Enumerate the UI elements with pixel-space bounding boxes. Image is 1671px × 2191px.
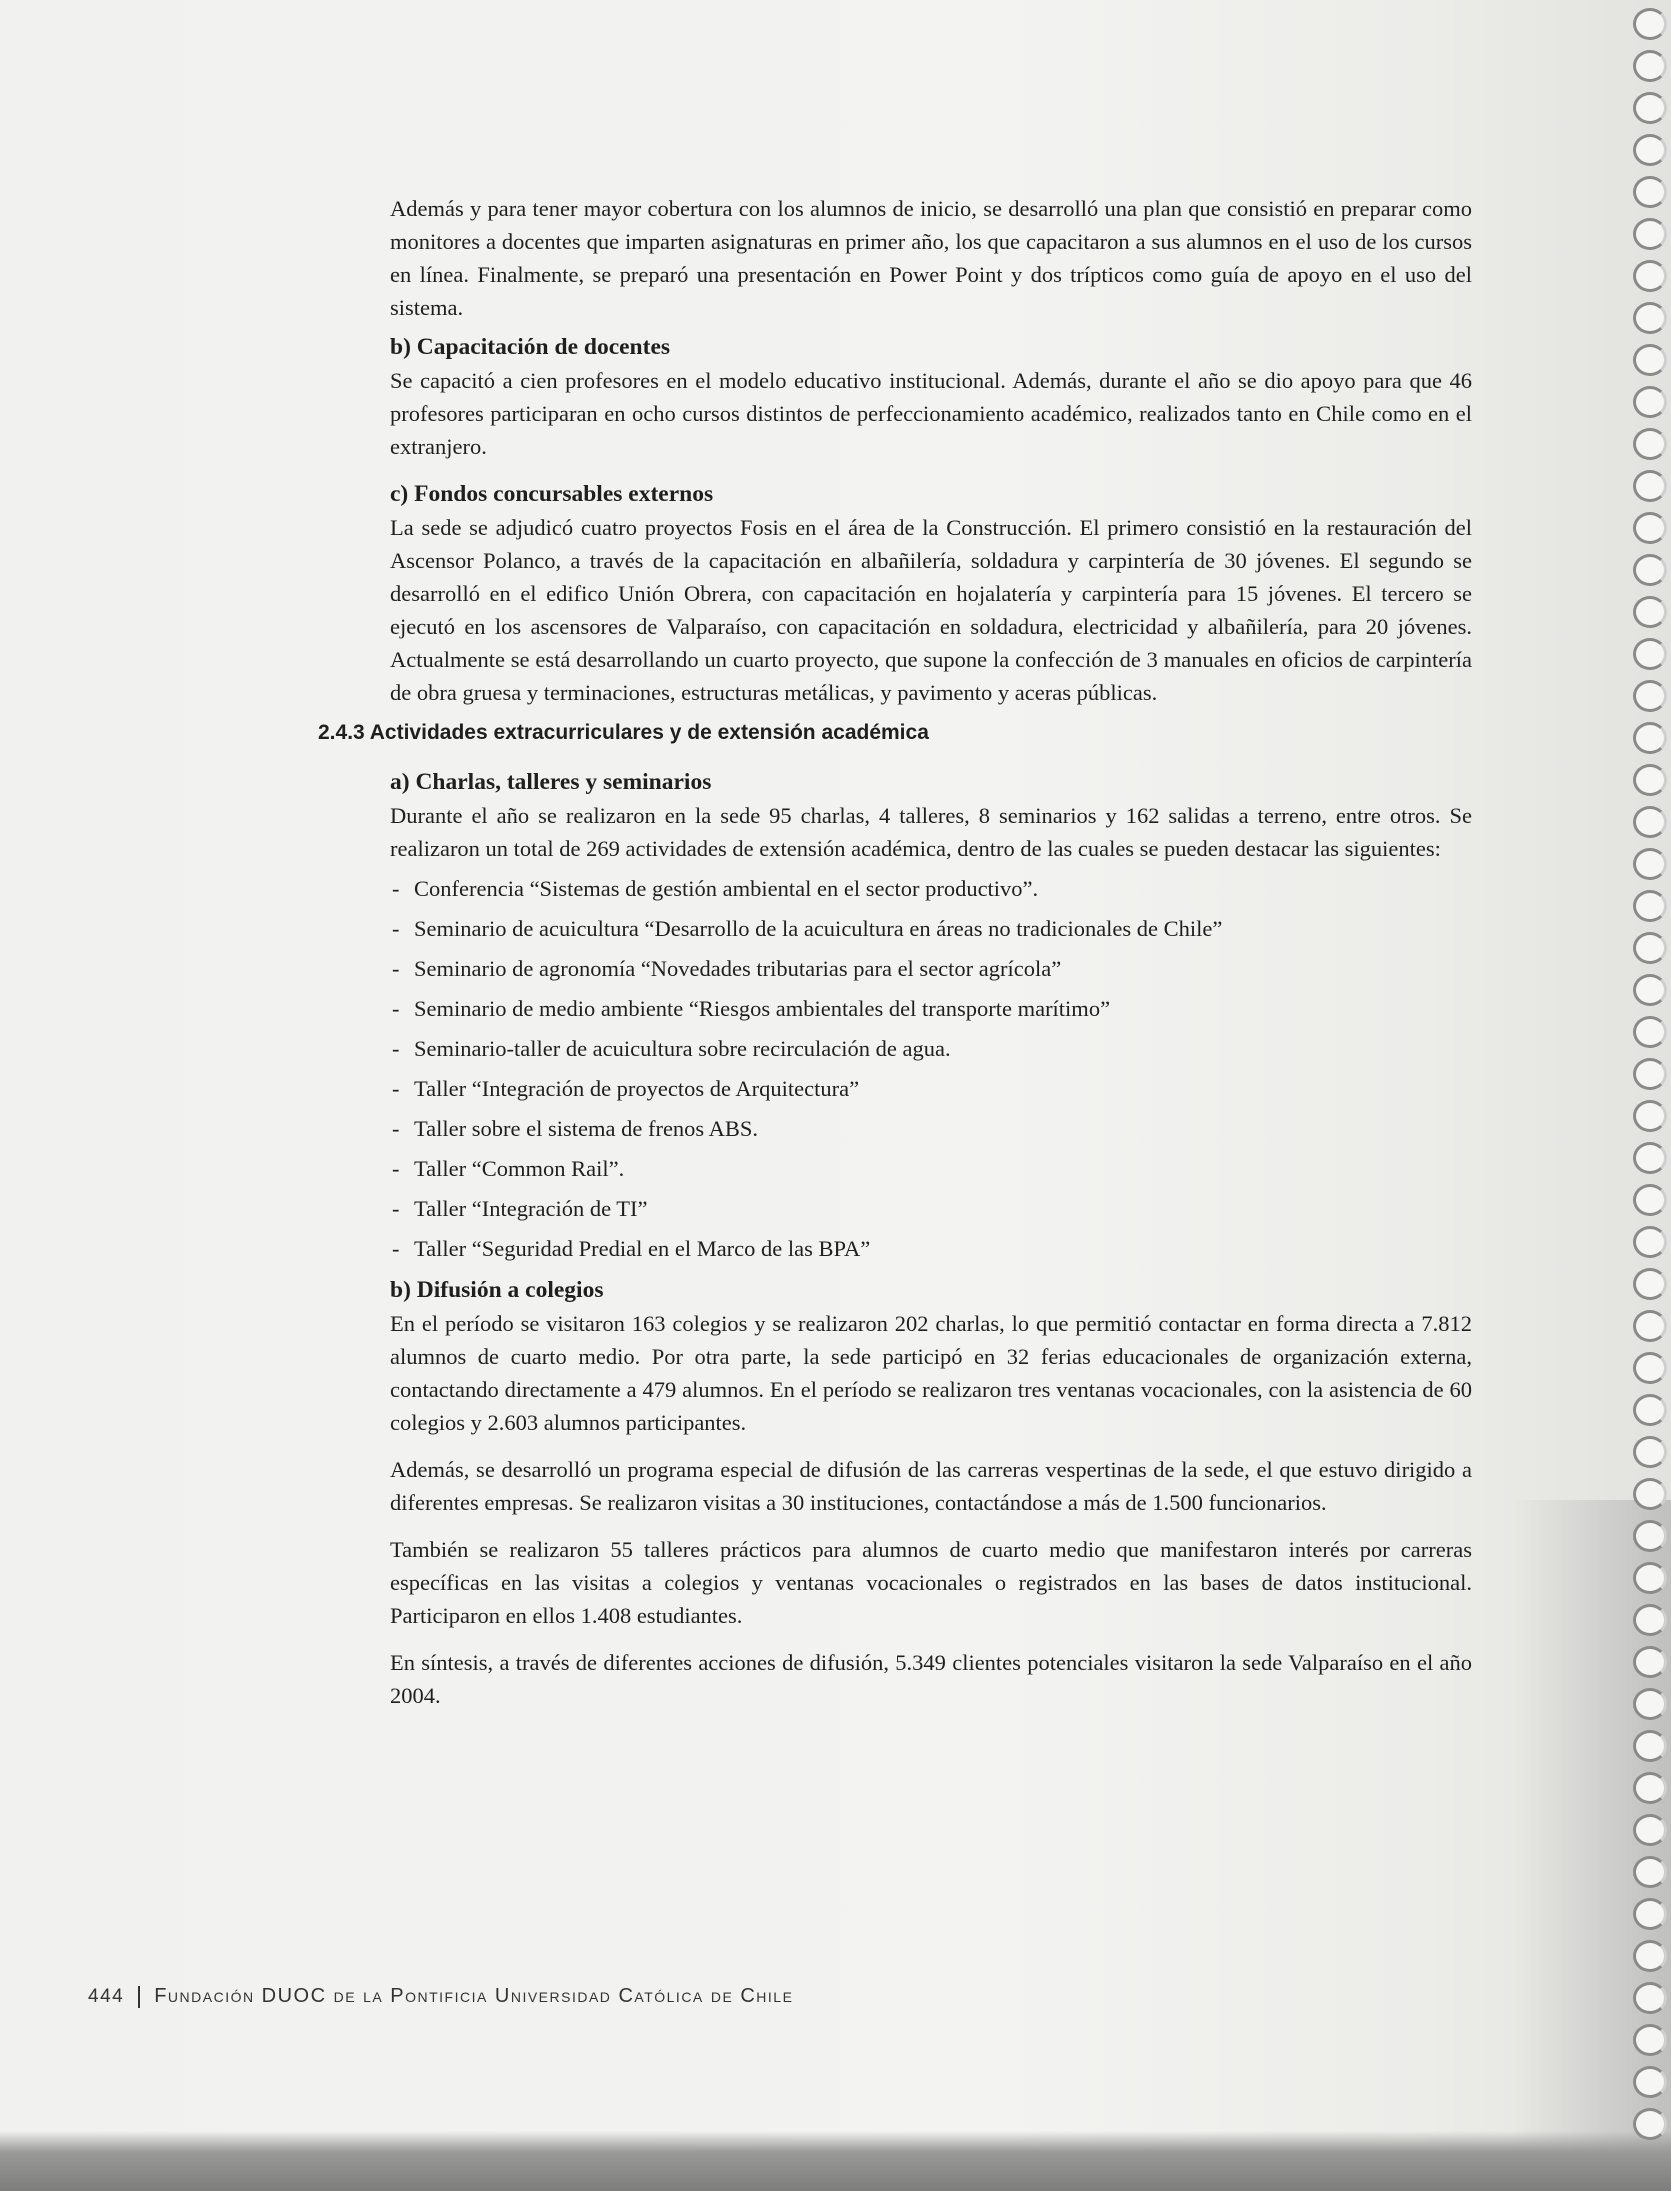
binding-ring — [1633, 1226, 1667, 1258]
footer-organization: Fundación DUOC de la Pontificia Universidad Católica de Chile — [154, 1985, 794, 2007]
subsection-b-heading: b) Difusión a colegios — [390, 1277, 604, 1303]
binding-ring — [1633, 1604, 1667, 1636]
subsection-b-paragraph: También se realizaron 55 talleres prácticos para alumnos de cuarto medio que manifestaron interés por carreras específicas en las visitas a colegios y ventanas vocacionales o registrados en las bases de datos institucional. Participaron en ellos 1.408 estudiantes. — [390, 1537, 1472, 1628]
binding-ring — [1633, 848, 1667, 880]
section-b-text: Se capacitó a cien profesores en el modelo educativo institucional. Además, durante el año se dio apoyo para que 46 profesores participaran en ocho cursos distintos de perfeccionamiento académico, realizados tanto en Chile como en el extranjero. — [390, 368, 1472, 459]
binding-ring — [1633, 1394, 1667, 1426]
binding-ring — [1633, 1520, 1667, 1552]
binding-ring — [1633, 2108, 1667, 2140]
binding-ring — [1633, 176, 1667, 208]
binding-ring — [1633, 1856, 1667, 1888]
page-bottom-shadow — [0, 2131, 1671, 2191]
subsection-a-heading: a) Charlas, talleres y seminarios — [390, 769, 712, 795]
binding-ring — [1633, 1016, 1667, 1048]
section-c-text: La sede se adjudicó cuatro proyectos Fosis en el área de la Construcción. El primero consistió en la restauración del Ascensor Polanco, a través de la capacitación en albañilería, soldadura y carpintería de 30 jóvenes. El segundo se desarrolló en el edifico Unión Obrera, con capacitación en hojalatería y carpintería para 15 jóvenes. El tercero se ejecutó en los ascensores de Valparaíso, con capacitación en soldadura, electricidad y albañilería, para 20 jóvenes. Actualmente se está desarrollando un cuarto proyecto, que supone la confección de 3 manuales en oficios de carpintería de obra gruesa y terminaciones, estructuras metálicas, y pavimento y aceras públicas. — [390, 515, 1472, 705]
binding-ring — [1633, 1184, 1667, 1216]
page-number: 444 — [88, 1986, 140, 2008]
intro-paragraph: Además y para tener mayor cobertura con los alumnos de inicio, se desarrolló una plan que consistió en preparar como monitores a docentes que imparten asignaturas en primer año, los que capacitaron a sus alumnos en el uso de los cursos en línea. Finalmente, se preparó una presentación en Power Point y dos trípticos como guía de apoyo en el uso del sistema. — [390, 196, 1472, 320]
section-243-heading: 2.4.3 Actividades extracurriculares y de extensión académica — [318, 721, 929, 744]
binding-ring — [1633, 1562, 1667, 1594]
binding-ring — [1633, 1730, 1667, 1762]
binding-ring — [1633, 512, 1667, 544]
binding-ring — [1633, 218, 1667, 250]
binding-ring — [1633, 1772, 1667, 1804]
binding-ring — [1633, 680, 1667, 712]
list-item: - Seminario de agronomía “Novedades tributarias para el sector agrícola” — [390, 949, 1472, 989]
binding-ring — [1633, 1814, 1667, 1846]
binding-ring — [1633, 344, 1667, 376]
list-item: - Taller “Common Rail”. — [390, 1149, 1472, 1189]
binding-ring — [1633, 2066, 1667, 2098]
binding-ring — [1633, 1940, 1667, 1972]
binding-ring — [1633, 8, 1667, 40]
binding-ring — [1633, 1898, 1667, 1930]
section-c-heading: c) Fondos concursables externos — [390, 481, 714, 507]
document-body — [318, 192, 1472, 1712]
binding-ring — [1633, 470, 1667, 502]
binding-ring — [1633, 50, 1667, 82]
binding-ring — [1633, 764, 1667, 796]
section-b-heading: b) Capacitación de docentes — [390, 334, 671, 360]
list-item: - Seminario-taller de acuicultura sobre recirculación de agua. — [390, 1029, 1472, 1069]
binding-ring — [1633, 1646, 1667, 1678]
subsection-b-paragraph: En el período se visitaron 163 colegios y se realizaron 202 charlas, lo que permitió contactar en forma directa a 7.812 alumnos de cuarto medio. Por otra parte, la sede participó en 32 ferias educacionales de organización externa, contactando directamente a 479 alumnos. En el período se realizaron tres ventanas vocacionales, con la asistencia de 60 colegios y 2.603 alumnos participantes. — [390, 1311, 1472, 1435]
binding-ring — [1633, 1436, 1667, 1468]
binding-ring — [1633, 596, 1667, 628]
binding-ring — [1633, 302, 1667, 334]
subsection-b-paragraph: En síntesis, a través de diferentes acciones de difusión, 5.349 clientes potenciales visitaron la sede Valparaíso en el año 2004. — [390, 1650, 1472, 1708]
list-item: - Taller “Integración de proyectos de Arquitectura” — [390, 1069, 1472, 1109]
binding-ring — [1633, 974, 1667, 1006]
binding-ring — [1633, 638, 1667, 670]
binding-ring — [1633, 1352, 1667, 1384]
binding-ring — [1633, 722, 1667, 754]
binding-ring — [1633, 92, 1667, 124]
binding-ring — [1633, 1688, 1667, 1720]
binding-ring — [1633, 428, 1667, 460]
page-footer — [88, 1985, 988, 2008]
activities-list — [390, 869, 1472, 1269]
binding-ring — [1633, 806, 1667, 838]
list-item: - Taller sobre el sistema de frenos ABS. — [390, 1109, 1472, 1149]
list-item: - Seminario de acuicultura “Desarrollo de la acuicultura en áreas no tradicionales de Chile” — [390, 909, 1472, 949]
binding-ring — [1633, 1982, 1667, 2014]
subsection-b-paragraph: Además, se desarrolló un programa especial de difusión de las carreras vespertinas de la sede, el que estuvo dirigido a diferentes empresas. Se realizaron visitas a 30 instituciones, contactándose a más de 1.500 funcionarios. — [390, 1457, 1472, 1515]
binding-ring — [1633, 1058, 1667, 1090]
binding-ring — [1633, 1268, 1667, 1300]
binding-ring — [1633, 890, 1667, 922]
spiral-binding — [1621, 0, 1671, 2191]
binding-ring — [1633, 1478, 1667, 1510]
subsection-a-text: Durante el año se realizaron en la sede 95 charlas, 4 talleres, 8 seminarios y 162 salidas a terreno, entre otros. Se realizaron un total de 269 actividades de extensión académica, dentro de las cuales se pueden destacar las siguientes: — [390, 803, 1472, 861]
binding-ring — [1633, 1310, 1667, 1342]
list-item: - Taller “Seguridad Predial en el Marco de las BPA” — [390, 1229, 1472, 1269]
binding-ring — [1633, 134, 1667, 166]
list-item: - Taller “Integración de TI” — [390, 1189, 1472, 1229]
list-item: - Seminario de medio ambiente “Riesgos ambientales del transporte marítimo” — [390, 989, 1472, 1029]
binding-ring — [1633, 1142, 1667, 1174]
binding-ring — [1633, 2024, 1667, 2056]
binding-ring — [1633, 554, 1667, 586]
binding-ring — [1633, 1100, 1667, 1132]
list-item: - Conferencia “Sistemas de gestión ambiental en el sector productivo”. — [390, 869, 1472, 909]
binding-ring — [1633, 932, 1667, 964]
binding-ring — [1633, 260, 1667, 292]
binding-ring — [1633, 386, 1667, 418]
